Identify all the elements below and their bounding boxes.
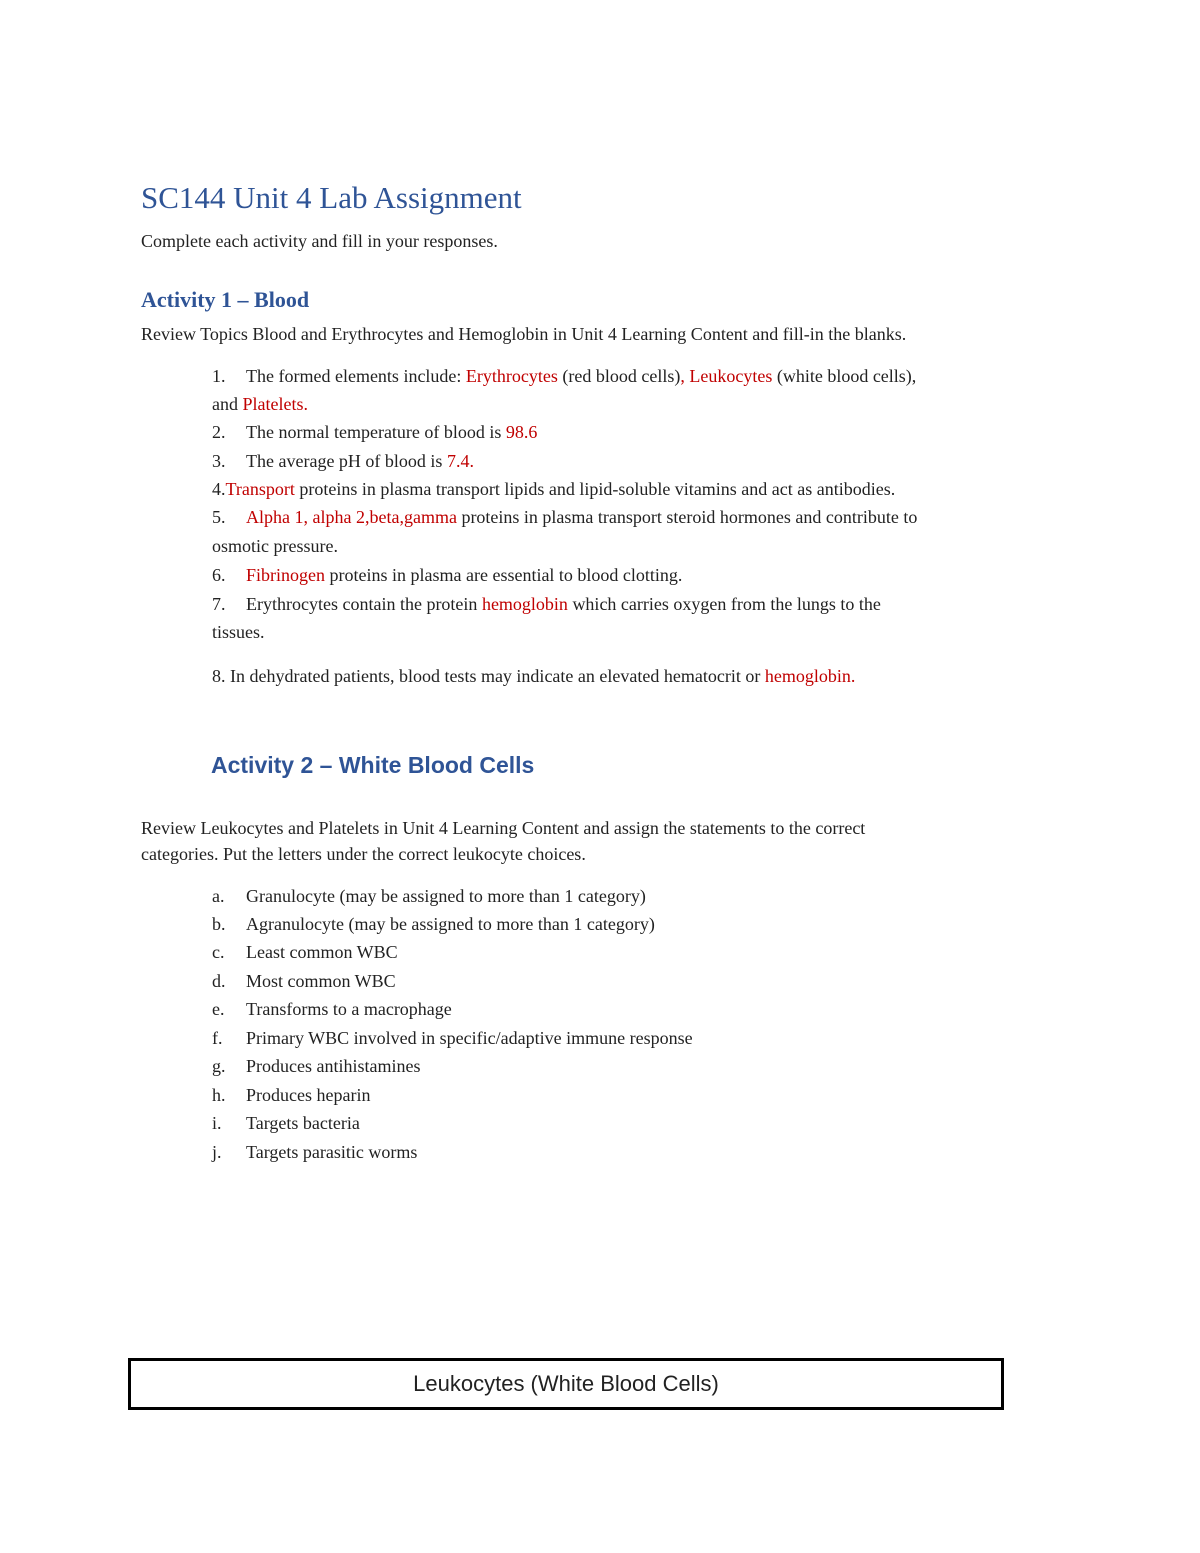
question-3: [212, 450, 474, 472]
intro-text: Complete each activity and fill in your responses.: [141, 231, 498, 251]
item-letter: c.: [212, 942, 225, 962]
item-text: Agranulocyte (may be assigned to more than 1 category): [246, 914, 655, 934]
question-number: 7.: [212, 594, 226, 614]
question-5-continued: osmotic pressure.: [212, 536, 338, 556]
activity2-heading: Activity 2 – White Blood Cells: [211, 752, 535, 778]
item-letter: h.: [212, 1085, 226, 1105]
question-2: [212, 421, 537, 443]
list-item: [212, 941, 398, 963]
item-text: Most common WBC: [246, 971, 396, 991]
question-text: (red blood cells): [557, 366, 681, 386]
question-number: 1.: [212, 366, 226, 386]
answer: hemoglobin: [481, 594, 568, 614]
question-4: [212, 478, 895, 500]
answer: 7.4.: [446, 451, 474, 471]
item-text: Granulocyte (may be assigned to more than 1 category): [246, 886, 646, 906]
question-text: Erythrocytes contain the protein: [246, 594, 482, 614]
list-item: [212, 1027, 693, 1049]
question-number: 5.: [212, 507, 226, 527]
question-8: [212, 665, 855, 687]
activity1-instructions: Review Topics Blood and Erythrocytes and Hemoglobin in Unit 4 Learning Content and fill-in the blanks.: [141, 324, 907, 344]
question-text: proteins in plasma are essential to blood clotting.: [325, 565, 683, 585]
table-header-label: Leukocytes (White Blood Cells): [413, 1371, 719, 1396]
list-item: [212, 1141, 417, 1163]
question-number: 8.: [212, 666, 226, 686]
item-letter: e.: [212, 999, 225, 1019]
document-title: SC144 Unit 4 Lab Assignment: [141, 180, 522, 215]
question-1-continued: [212, 393, 308, 415]
question-text: proteins in plasma transport steroid hormones and contribute to: [456, 507, 918, 527]
question-text: which carries oxygen from the lungs to the: [567, 594, 881, 614]
question-number: 4.: [212, 479, 226, 499]
answer: Leukocytes: [689, 366, 773, 386]
activity2-instructions-line2: categories. Put the letters under the correct leukocyte choices.: [141, 844, 586, 864]
activity2-instructions-line1: Review Leukocytes and Platelets in Unit 4 Learning Content and assign the statements to the correct: [141, 818, 866, 838]
question-number: 6.: [212, 565, 226, 585]
answer: 98.6: [505, 422, 538, 442]
item-letter: f.: [212, 1028, 223, 1048]
list-item: [212, 885, 646, 907]
answer: Erythrocytes: [465, 366, 558, 386]
question-text: The normal temperature of blood is: [246, 422, 506, 442]
item-text: Targets parasitic worms: [246, 1142, 418, 1162]
item-text: Produces antihistamines: [246, 1056, 421, 1076]
question-text: In dehydrated patients, blood tests may indicate an elevated hematocrit or: [225, 666, 765, 686]
list-item: [212, 913, 655, 935]
list-item: [212, 1055, 420, 1077]
activity1-heading: Activity 1 – Blood: [141, 287, 310, 312]
item-text: Primary WBC involved in specific/adaptive immune response: [246, 1028, 693, 1048]
question-6: [212, 564, 682, 586]
question-text: and: [212, 394, 243, 414]
question-number: 2.: [212, 422, 226, 442]
question-text: The average pH of blood is: [246, 451, 447, 471]
item-text: Targets bacteria: [246, 1113, 360, 1133]
answer: hemoglobin.: [764, 666, 856, 686]
item-letter: j.: [212, 1142, 222, 1162]
item-text: Produces heparin: [246, 1085, 371, 1105]
item-letter: d.: [212, 971, 226, 991]
leukocytes-table-header: [128, 1358, 1004, 1410]
list-item: [212, 970, 396, 992]
item-letter: a.: [212, 886, 225, 906]
question-number: 3.: [212, 451, 226, 471]
answer: Fibrinogen: [246, 565, 325, 585]
question-7-continued: tissues.: [212, 622, 265, 642]
answer: Transport: [225, 479, 295, 499]
question-text: The formed elements include:: [246, 366, 466, 386]
answer: Platelets.: [242, 394, 308, 414]
question-7: [212, 593, 881, 615]
list-item: [212, 1084, 370, 1106]
question-text: proteins in plasma transport lipids and lipid-soluble vitamins and act as antibodies.: [294, 479, 896, 499]
answer: Alpha 1, alpha 2,beta,gamma: [246, 507, 457, 527]
item-letter: b.: [212, 914, 226, 934]
item-letter: i.: [212, 1113, 222, 1133]
question-1: [212, 365, 916, 387]
list-item: [212, 1112, 360, 1134]
answer: ,: [680, 366, 685, 386]
item-text: Least common WBC: [246, 942, 398, 962]
item-letter: g.: [212, 1056, 226, 1076]
question-5: [212, 506, 917, 528]
item-text: Transforms to a macrophage: [246, 999, 452, 1019]
list-item: [212, 998, 452, 1020]
question-text: (white blood cells),: [772, 366, 917, 386]
